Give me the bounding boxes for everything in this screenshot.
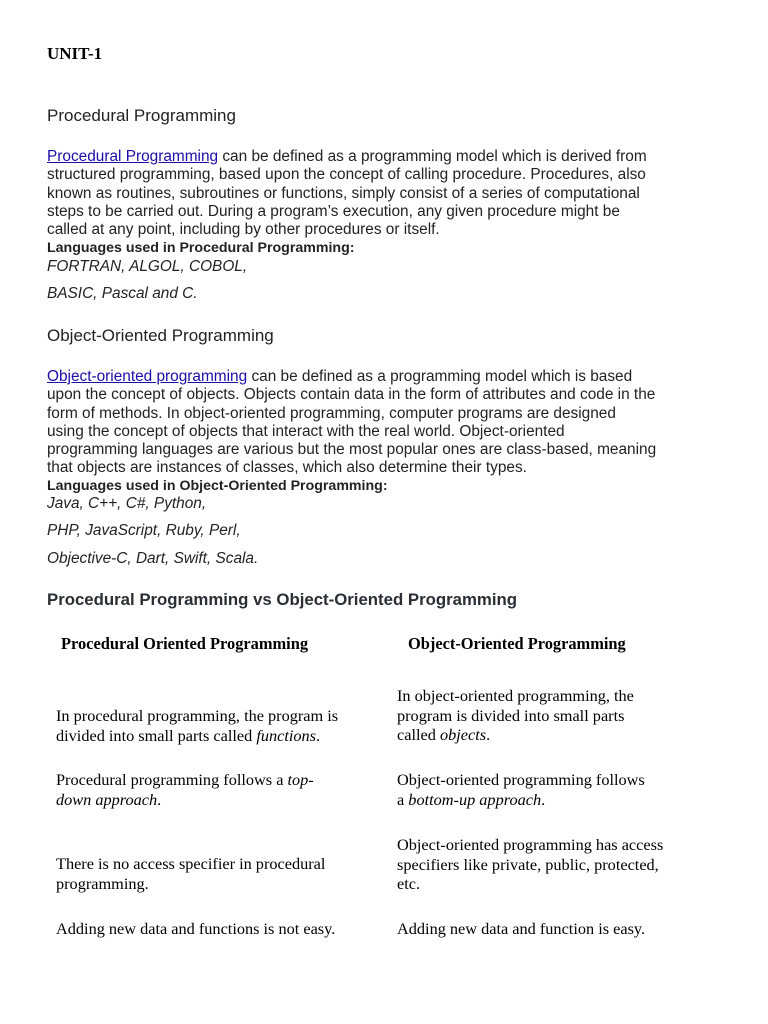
oop-languages-line: Objective-C, Dart, Swift, Scala. [47,550,259,567]
procedural-para-line: structured programming, based upon the concept of calling procedure. Procedures, also [47,166,646,184]
oop-para-line: programming languages are various but the most popular ones are class-based, meaning [47,441,657,459]
cell-text: divided into small parts called [56,725,257,745]
cell-emphasis: top- [287,770,314,789]
cell-line [56,726,378,746]
table-cell [56,770,378,809]
cell-text: . [486,725,491,744]
cell-emphasis: bottom-up approach [408,789,542,809]
oop-para-line: that objects are instances of classes, which also determine their types. [47,459,527,477]
oop-paragraph [47,368,737,478]
cell-line [397,790,717,810]
oop-para-line: using the concept of objects that interact with the real world. Object-oriented [47,422,565,440]
procedural-para-line: called at any point, including by other procedures or itself. [47,221,440,239]
procedural-languages-line: FORTRAN, ALGOL, COBOL, [47,258,248,275]
oop-para-line: upon the concept of objects. Objects contain data in the form of attributes and code in the [47,386,656,404]
table-cell [56,919,378,939]
cell-text: . [316,725,321,745]
cell-line [56,790,378,810]
cell-line: programming. [56,873,149,893]
cell-emphasis: functions [256,725,317,745]
cell-line: Object-oriented programming has access [397,835,664,854]
procedural-languages-heading: Languages used in Procedural Programming: [47,240,355,256]
cell-text: Procedural programming follows a [56,770,288,789]
column-header-procedural: Procedural Oriented Programming [61,634,309,653]
table-cell [397,770,717,809]
cell-line [397,725,717,745]
procedural-para-line: known as routines, subroutines or functions, simply consist of a series of computational [47,184,640,202]
cell-text: a [397,789,409,809]
cell-text: . [541,789,546,809]
procedural-para-text: can be defined as a programming model which is derived from [218,148,647,165]
procedural-languages-line: BASIC, Pascal and C. [47,285,198,302]
cell-text: . [157,789,162,809]
procedural-programming-link[interactable]: Procedural Programming [47,148,219,165]
oop-heading: Object-Oriented Programming [47,326,274,345]
cell-emphasis: down approach [56,789,158,809]
cell-line [56,770,378,790]
oop-languages-line: PHP, JavaScript, Ruby, Perl, [47,522,241,539]
unit-title: UNIT-1 [47,44,103,63]
cell-line: etc. [397,874,421,893]
procedural-heading: Procedural Programming [47,106,236,125]
procedural-para-line [47,148,737,166]
oop-languages-line: Java, C++, C#, Python, [47,495,207,512]
table-cell [397,919,717,939]
comparison-heading: Procedural Programming vs Object-Oriented Programming [47,590,517,609]
cell-line: Adding new data and function is easy. [397,919,646,938]
table-cell [56,706,378,745]
procedural-para-line: steps to be carried out. During a program’s execution, any given procedure might be [47,202,620,220]
cell-line: specifiers like private, public, protected, [397,854,659,874]
cell-line: program is divided into small parts [397,705,625,725]
cell-line: Adding new data and functions is not easy. [56,919,336,938]
table-cell [397,686,717,745]
column-header-oop: Object-Oriented Programming [408,634,626,653]
cell-emphasis: objects [439,725,487,744]
oop-para-text: can be defined as a programming model which is based [247,368,633,385]
cell-line: In object-oriented programming, the [397,686,634,705]
procedural-paragraph [47,148,737,239]
oop-languages-heading: Languages used in Object-Oriented Programming: [47,478,388,494]
cell-line: There is no access specifier in procedural [56,854,326,873]
oop-para-line [47,368,737,386]
cell-text: called [397,725,440,744]
table-cell [56,854,378,893]
cell-line: Object-oriented programming follows [397,770,645,789]
cell-line: In procedural programming, the program is [56,706,339,725]
table-cell [397,835,717,894]
oop-link[interactable]: Object-oriented programming [47,368,248,385]
oop-para-line: form of methods. In object-oriented programming, computer programs are designed [47,404,616,422]
